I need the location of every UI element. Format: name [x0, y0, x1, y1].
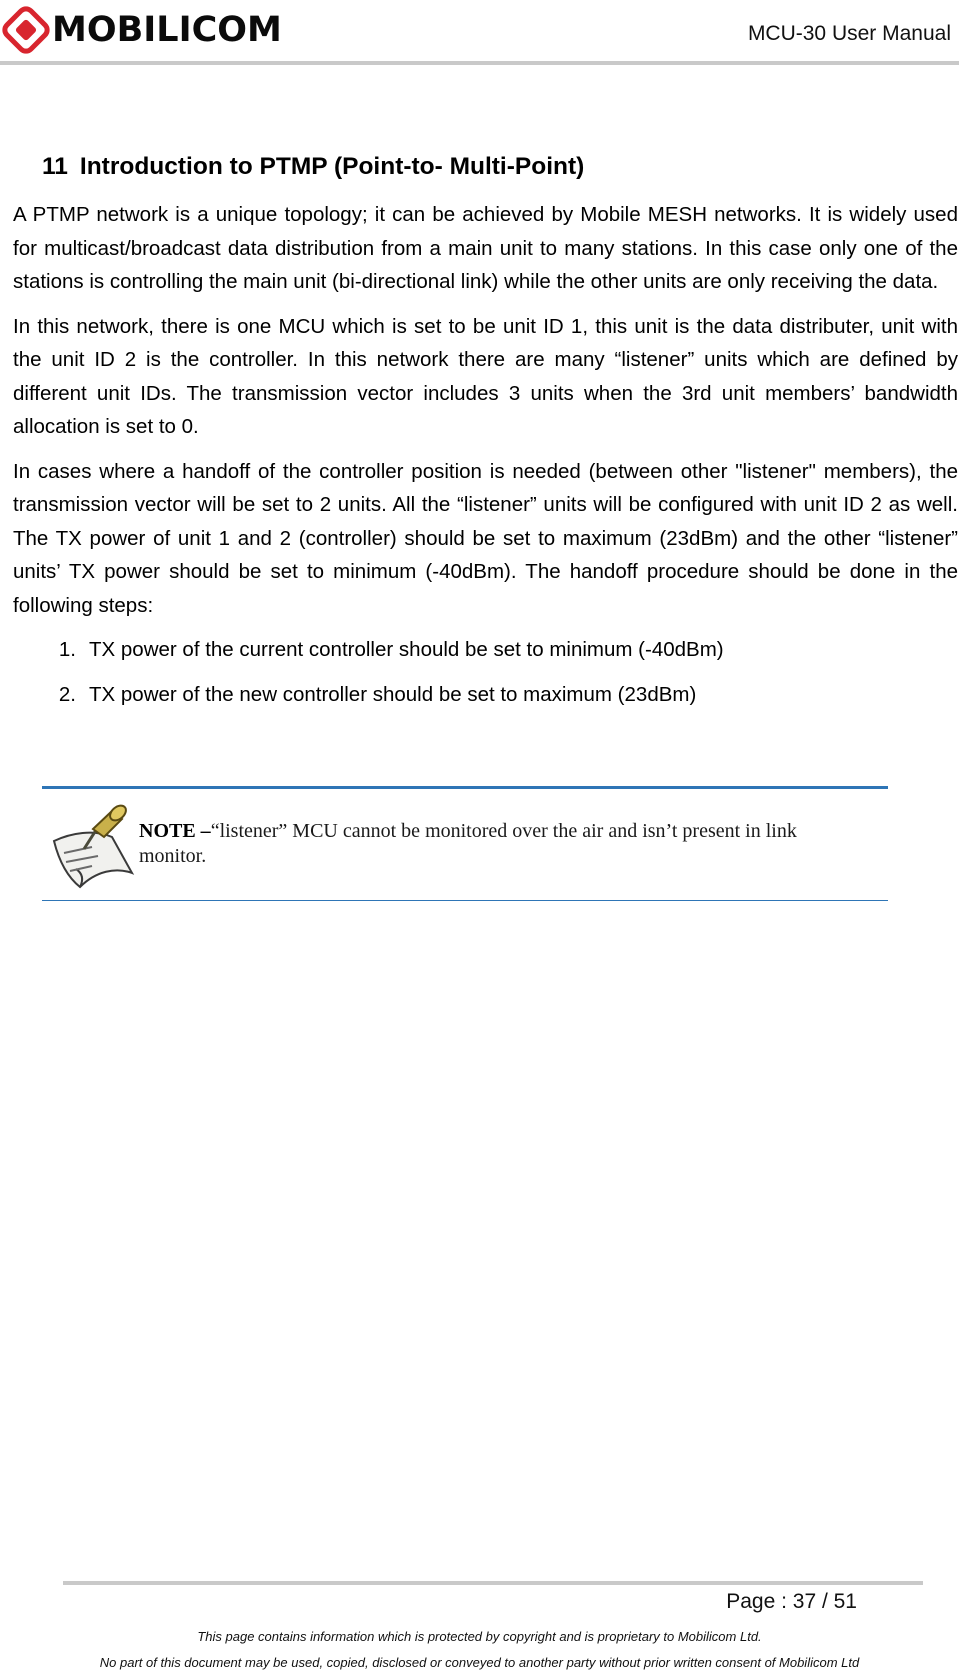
section-number: 11	[42, 153, 68, 180]
paragraph-handoff: In cases where a handoff of the controller position is needed (between other "listener" members), the transmission vector will be set to 2 units. All the “listener” units will be configured with unit ID 2 as well. The TX power of unit 1 and 2 (controller) should be set to maximum (23dBm) and the other “listener” units’ TX power should be set to minimum (-40dBm). The handoff procedure should be done in the following steps:	[13, 459, 958, 617]
copyright-notice: This page contains information which is protected by copyright and is proprietary to Mobilicom Ltd.	[197, 1629, 762, 1644]
header-divider	[0, 61, 959, 65]
step-text: TX power of the current controller should be set to minimum (-40dBm)	[89, 638, 724, 661]
note-box	[42, 786, 888, 901]
handoff-steps-list	[13, 633, 958, 711]
paragraph-intro: A PTMP network is a unique topology; it can be achieved by Mobile MESH networks. It is widely used for multicast/broadcast data distribution from a main unit to many stations. In this case only one of the stations is controlling the main unit (bi-directional link) while the other units are only receiving the data.	[13, 203, 958, 293]
step-text: TX power of the new controller should be set to maximum (23dBm)	[89, 682, 697, 706]
step-number: 1.	[58, 638, 76, 661]
usage-notice: No part of this document may be used, copied, disclosed or conveyed to another party without prior written consent of Mobilicom Ltd	[99, 1655, 860, 1670]
main-content	[13, 148, 958, 722]
footer-divider	[63, 1581, 923, 1585]
mobilicom-logo	[2, 4, 282, 56]
note-body: “listener” MCU cannot be monitored over the air and isn’t present in link monitor.	[139, 820, 797, 867]
mobilicom-logo-mark-icon	[2, 6, 50, 54]
manual-title: MCU-30 User Manual	[747, 22, 951, 45]
page-header	[0, 0, 959, 66]
brand-name: MOBILICOM	[52, 10, 282, 50]
section-heading	[42, 148, 958, 186]
list-item	[13, 633, 958, 667]
section-title: Introduction to PTMP (Point-to- Multi-Point)	[79, 153, 585, 180]
note-pushpin-icon	[46, 799, 138, 894]
note-text-block	[139, 819, 859, 869]
paragraph-network: In this network, there is one MCU which is set to be unit ID 1, this unit is the data distributer, unit with the unit ID 2 is the controller. In this network there are many “listener” units which are defined by different unit IDs. The transmission vector includes 3 units when the 3rd unit members’ bandwidth allocation is set to 0.	[13, 314, 958, 438]
step-number: 2.	[58, 682, 76, 706]
page-number: Page : 37 / 51	[726, 1590, 857, 1613]
list-item	[13, 678, 958, 712]
note-label: NOTE –	[139, 820, 211, 842]
